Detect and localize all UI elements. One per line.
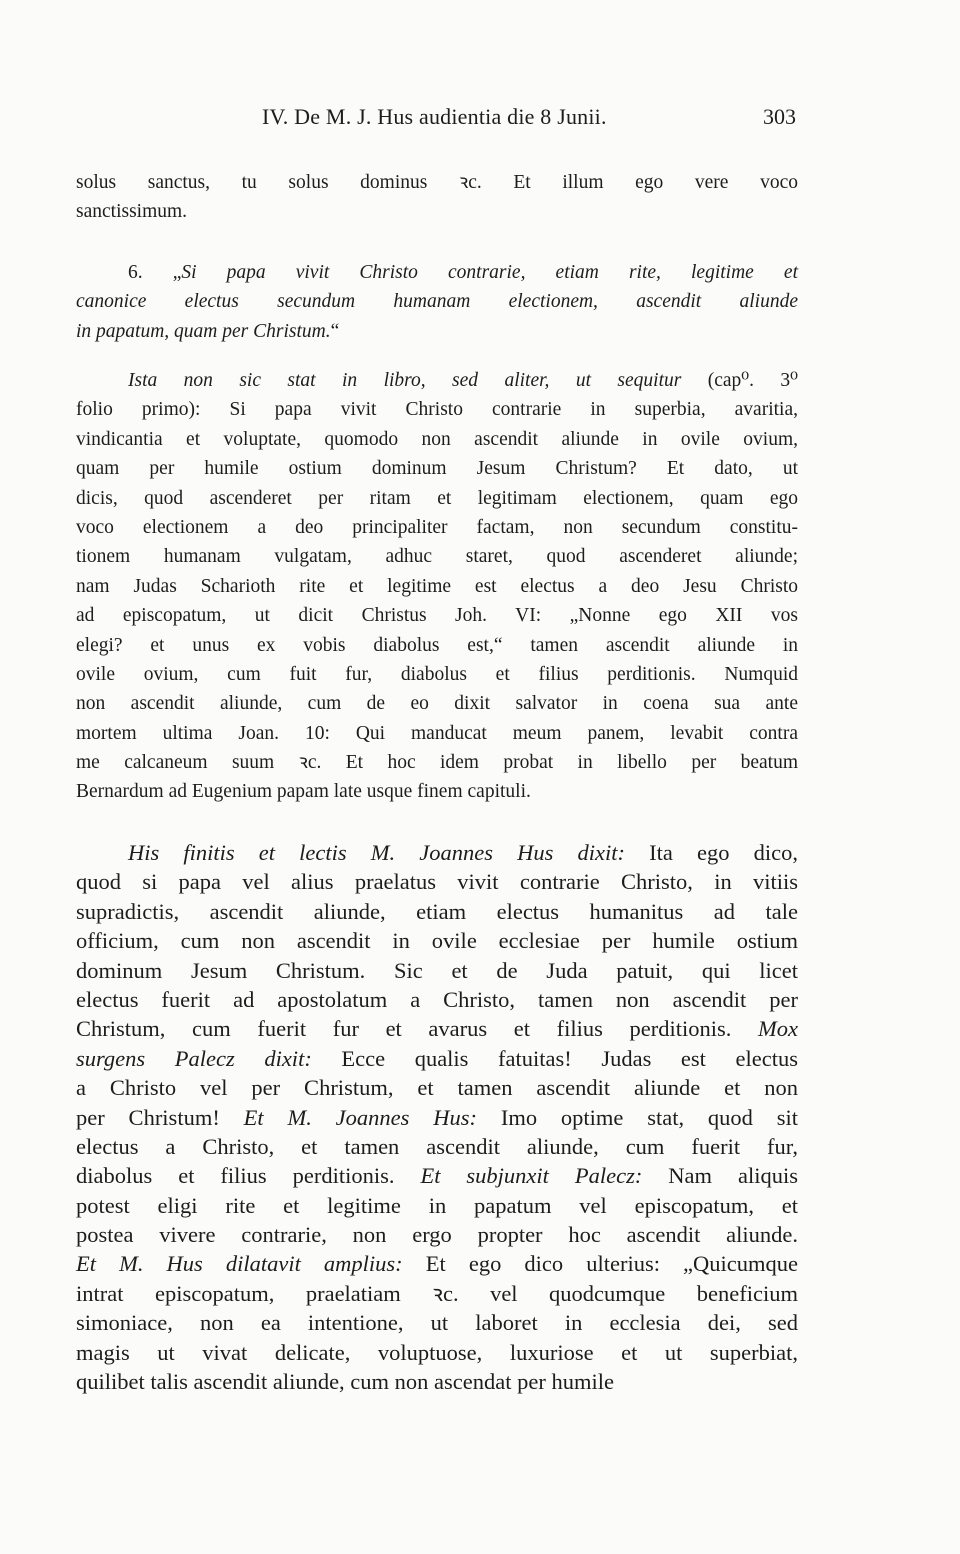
book-page [76,0,808,1554]
text-line [76,1279,798,1308]
text-run: Nam aliquis [642,1163,798,1189]
text-line [76,1161,798,1190]
text-line [76,168,798,197]
text-line [76,317,798,346]
italic-text: Ista non sic stat in libro, sed aliter, ut sequitur [128,370,682,391]
text-run: Imo optime stat, quod sit [477,1104,799,1130]
text-line [76,197,798,226]
text-run: officium, cum non ascendit in ovile ecclesiae per humile ostium [76,928,798,954]
text-line [76,454,798,483]
text-line [76,689,798,718]
text-run: postea vivere contrarie, non ergo propter hoc ascendit aliunde. [76,1222,798,1248]
text-run: 6. „ [128,262,182,283]
italic-text: Si papa vivit Christo contrarie, etiam rite, legitime et [181,262,798,283]
text-run: vindicantia et voluptate, quomodo non ascendit aliunde in ovile ovium, [76,428,798,450]
page-number: 303 [763,104,796,129]
text-run: dicis, quod ascenderet per ritam et legitimam electionem, quam ego [76,487,798,509]
text-run: quam per humile ostium dominum Jesum Christum? Et dato, ut [76,458,798,480]
text-run: quod si papa vel alius praelatus vivit contrarie Christo, in vitiis [76,869,798,895]
text-run: folio primo): Si papa vivit Christo contrarie in superbia, avaritia, [76,399,798,421]
text-run: magis ut vivat delicate, voluptuose, luxuriose et ut superbiat, [76,1339,798,1365]
text-run: “ [330,320,340,342]
text-line [76,601,798,630]
paragraph-3 [76,366,798,807]
italic-text: surgens Palecz dixit: [76,1045,312,1071]
text-run: elegi? et unus ex vobis diabolus est,“ tamen ascendit aliunde in [76,634,798,656]
text-line [76,926,798,955]
text-run: Ita ego dico, [625,840,798,865]
text-line [76,1073,798,1102]
text-line [76,748,798,777]
text-run: simoniace, non ea intentione, ut laboret in ecclesia dei, sed [76,1310,798,1336]
text-line [76,395,798,424]
text-line [76,1367,798,1396]
text-run: ad episcopatum, ut dicit Christus Joh. VI: „Nonne ego XII vos [76,605,798,627]
text-run: potest eligi rite et legitime in papatum vel episcopatum, et [76,1192,798,1218]
text-run: a Christo vel per Christum, et tamen ascendit aliunde et non [76,1075,798,1101]
text-line [76,572,798,601]
text-line [76,660,798,689]
text-line [76,542,798,571]
text-line [76,1044,798,1073]
text-run: electus fuerit ad apostolatum a Christo, tamen non ascendit per [76,986,798,1012]
text-line [76,1103,798,1132]
text-line [76,838,798,867]
text-run: nam Judas Scharioth rite et legitime est electus a deo Jesu Christo [76,575,798,597]
text-run: ovile ovium, cum fuit fur, diabolus et filius perditionis. Numquid [76,663,798,685]
text-line [76,1308,798,1337]
text-line [76,366,798,395]
text-line [76,1249,798,1278]
text-run: per Christum! [76,1104,244,1130]
italic-text: Et M. Joannes Hus: [243,1104,477,1130]
text-line [76,484,798,513]
text-run: supradictis, ascendit aliunde, etiam electus humanitus ad tale [76,898,798,924]
text-run: Christum, cum fuerit fur et avarus et filius perditionis. [76,1016,759,1042]
text-line [76,719,798,748]
italic-text: in papatum, quam per Christum. [76,320,331,342]
text-line [76,513,798,542]
text-run: (cap⁰. 3⁰ [681,370,798,391]
text-line [76,1014,798,1043]
text-line [76,897,798,926]
italic-text: Mox [758,1016,798,1042]
text-run: diabolus et filius perditionis. [76,1163,421,1189]
text-run: tionem humanam vulgatam, adhuc staret, quod ascenderet aliunde; [76,546,798,568]
paragraph-2 [76,258,798,346]
text-line [76,956,798,985]
text-line [76,1338,798,1367]
italic-text: Et M. Hus dilatavit amplius: [76,1251,403,1277]
text-run: me calcaneum suum ꝛc. Et hoc idem probat in libello per beatum [76,752,798,774]
italic-text: His finitis et lectis M. Joannes Hus dixit: [128,840,626,865]
text-line [76,631,798,660]
text-line [76,287,798,316]
running-title: IV. De M. J. Hus audientia die 8 Junii. [262,104,607,129]
text-run: dominum Jesum Christum. Sic et de Juda patuit, qui licet [76,957,798,983]
text-run: electus a Christo, et tamen ascendit aliunde, cum fuerit fur, [76,1133,798,1159]
paragraph-4 [76,838,798,1396]
text-run: solus sanctus, tu solus dominus ꝛc. Et illum ego vere voco [76,172,798,193]
text-line [76,1132,798,1161]
text-line [76,258,798,287]
text-line [76,1191,798,1220]
italic-text: Et subjunxit Palecz: [420,1163,643,1189]
text-run: Bernardum ad Eugenium papam late usque finem capituli. [76,781,531,803]
text-line [76,867,798,896]
text-run: non ascendit aliunde, cum de eo dixit salvator in coena sua ante [76,693,798,715]
text-run: Ecce qualis fatuitas! Judas est electus [311,1045,798,1071]
text-run: quilibet talis ascendit aliunde, cum non ascendat per humile [76,1369,614,1395]
text-run: sanctissimum. [76,201,188,223]
text-run: mortem ultima Joan. 10: Qui manducat meum panem, levabit contra [76,722,798,744]
text-line [76,985,798,1014]
text-run: intrat episcopatum, praelatiam ꝛc. vel quodcumque beneficium [76,1280,798,1306]
text-line [76,777,798,806]
running-head [76,104,808,138]
italic-text: canonice electus secundum humanam electionem, ascendit aliunde [76,291,798,313]
text-run: Et ego dico ulterius: „Quicumque [402,1251,798,1277]
text-line [76,1220,798,1249]
text-run: voco electionem a deo principaliter factam, non secundum constitu- [76,516,798,538]
text-line [76,425,798,454]
paragraph-1 [76,168,798,227]
